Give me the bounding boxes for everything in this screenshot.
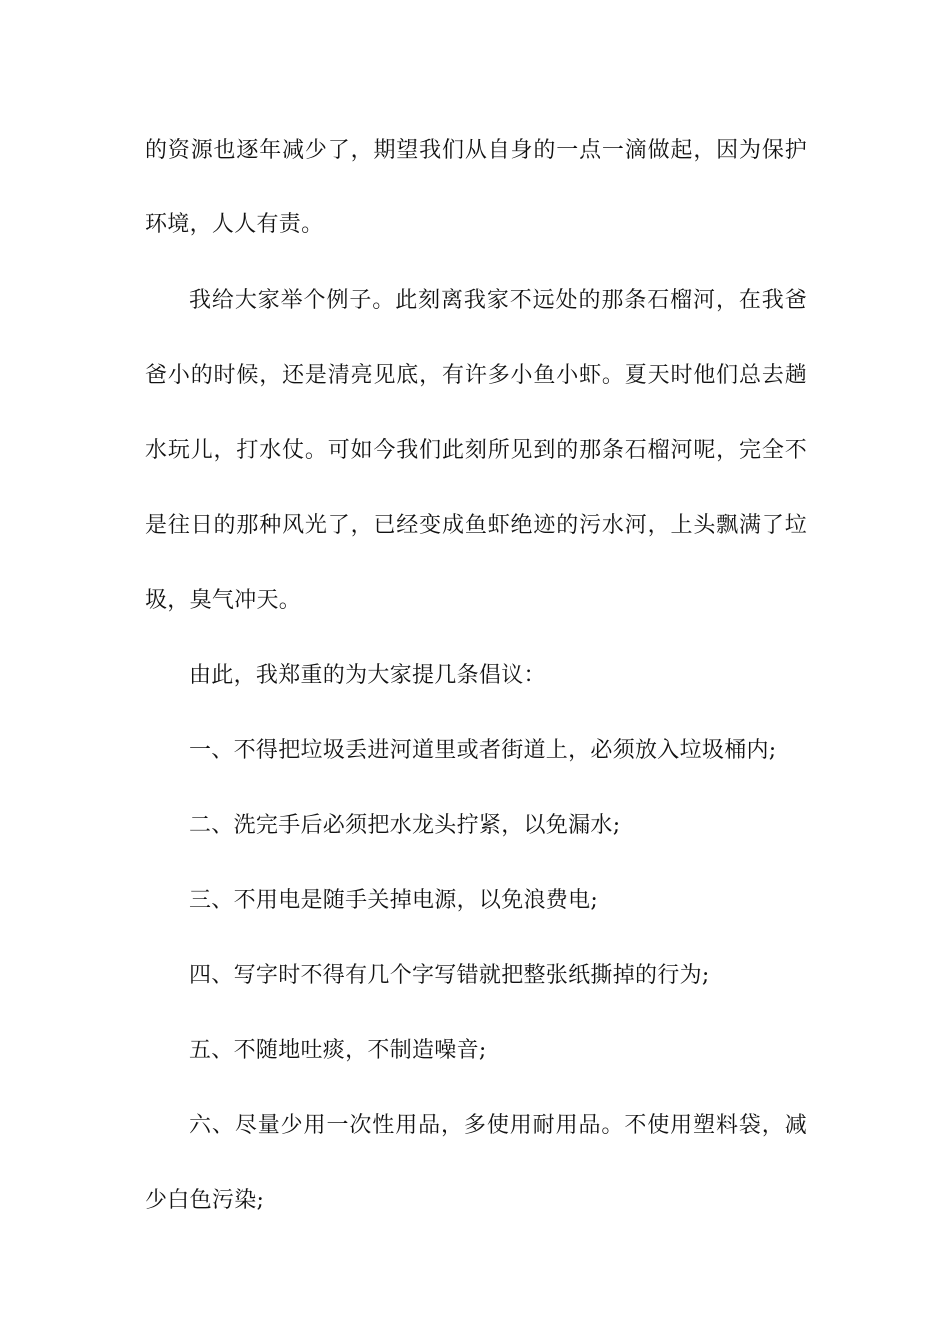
paragraph-line: 由此，我郑重的为大家提几条倡议： [189,663,546,688]
paragraph-line: 水玩儿，打水仗。可如今我们此刻所见到的那条石榴河呢，完全不 [145,438,807,463]
list-item: 三、不用电是随手关掉电源，以免浪费电; [189,888,599,913]
list-item: 四、写字时不得有几个字写错就把整张纸撕掉的行为; [189,963,710,988]
list-item: 五、不随地吐痰，不制造噪音; [189,1038,487,1063]
list-item: 一、不得把垃圾丢进河道里或者街道上，必须放入垃圾桶内; [189,738,777,763]
list-item: 六、尽量少用一次性用品，多使用耐用品。不使用塑料袋，减 [189,1113,807,1138]
list-item-continuation: 少白色污染; [145,1188,265,1213]
list-item: 二、洗完手后必须把水龙头拧紧，以免漏水; [189,813,621,838]
paragraph-line: 爸小的时候，还是清亮见底，有许多小鱼小虾。夏天时他们总去趟 [145,363,807,388]
paragraph-line: 环境，人人有责。 [145,212,324,237]
paragraph-line: 的资源也逐年减少了，期望我们从自身的一点一滴做起，因为保护 [145,138,807,163]
paragraph-line: 是往日的那种风光了，已经变成鱼虾绝迹的污水河，上头飘满了垃 [145,513,807,538]
paragraph-line: 圾，臭气冲天。 [145,588,302,613]
paragraph-line: 我给大家举个例子。此刻离我家不远处的那条石榴河，在我爸 [189,288,807,313]
